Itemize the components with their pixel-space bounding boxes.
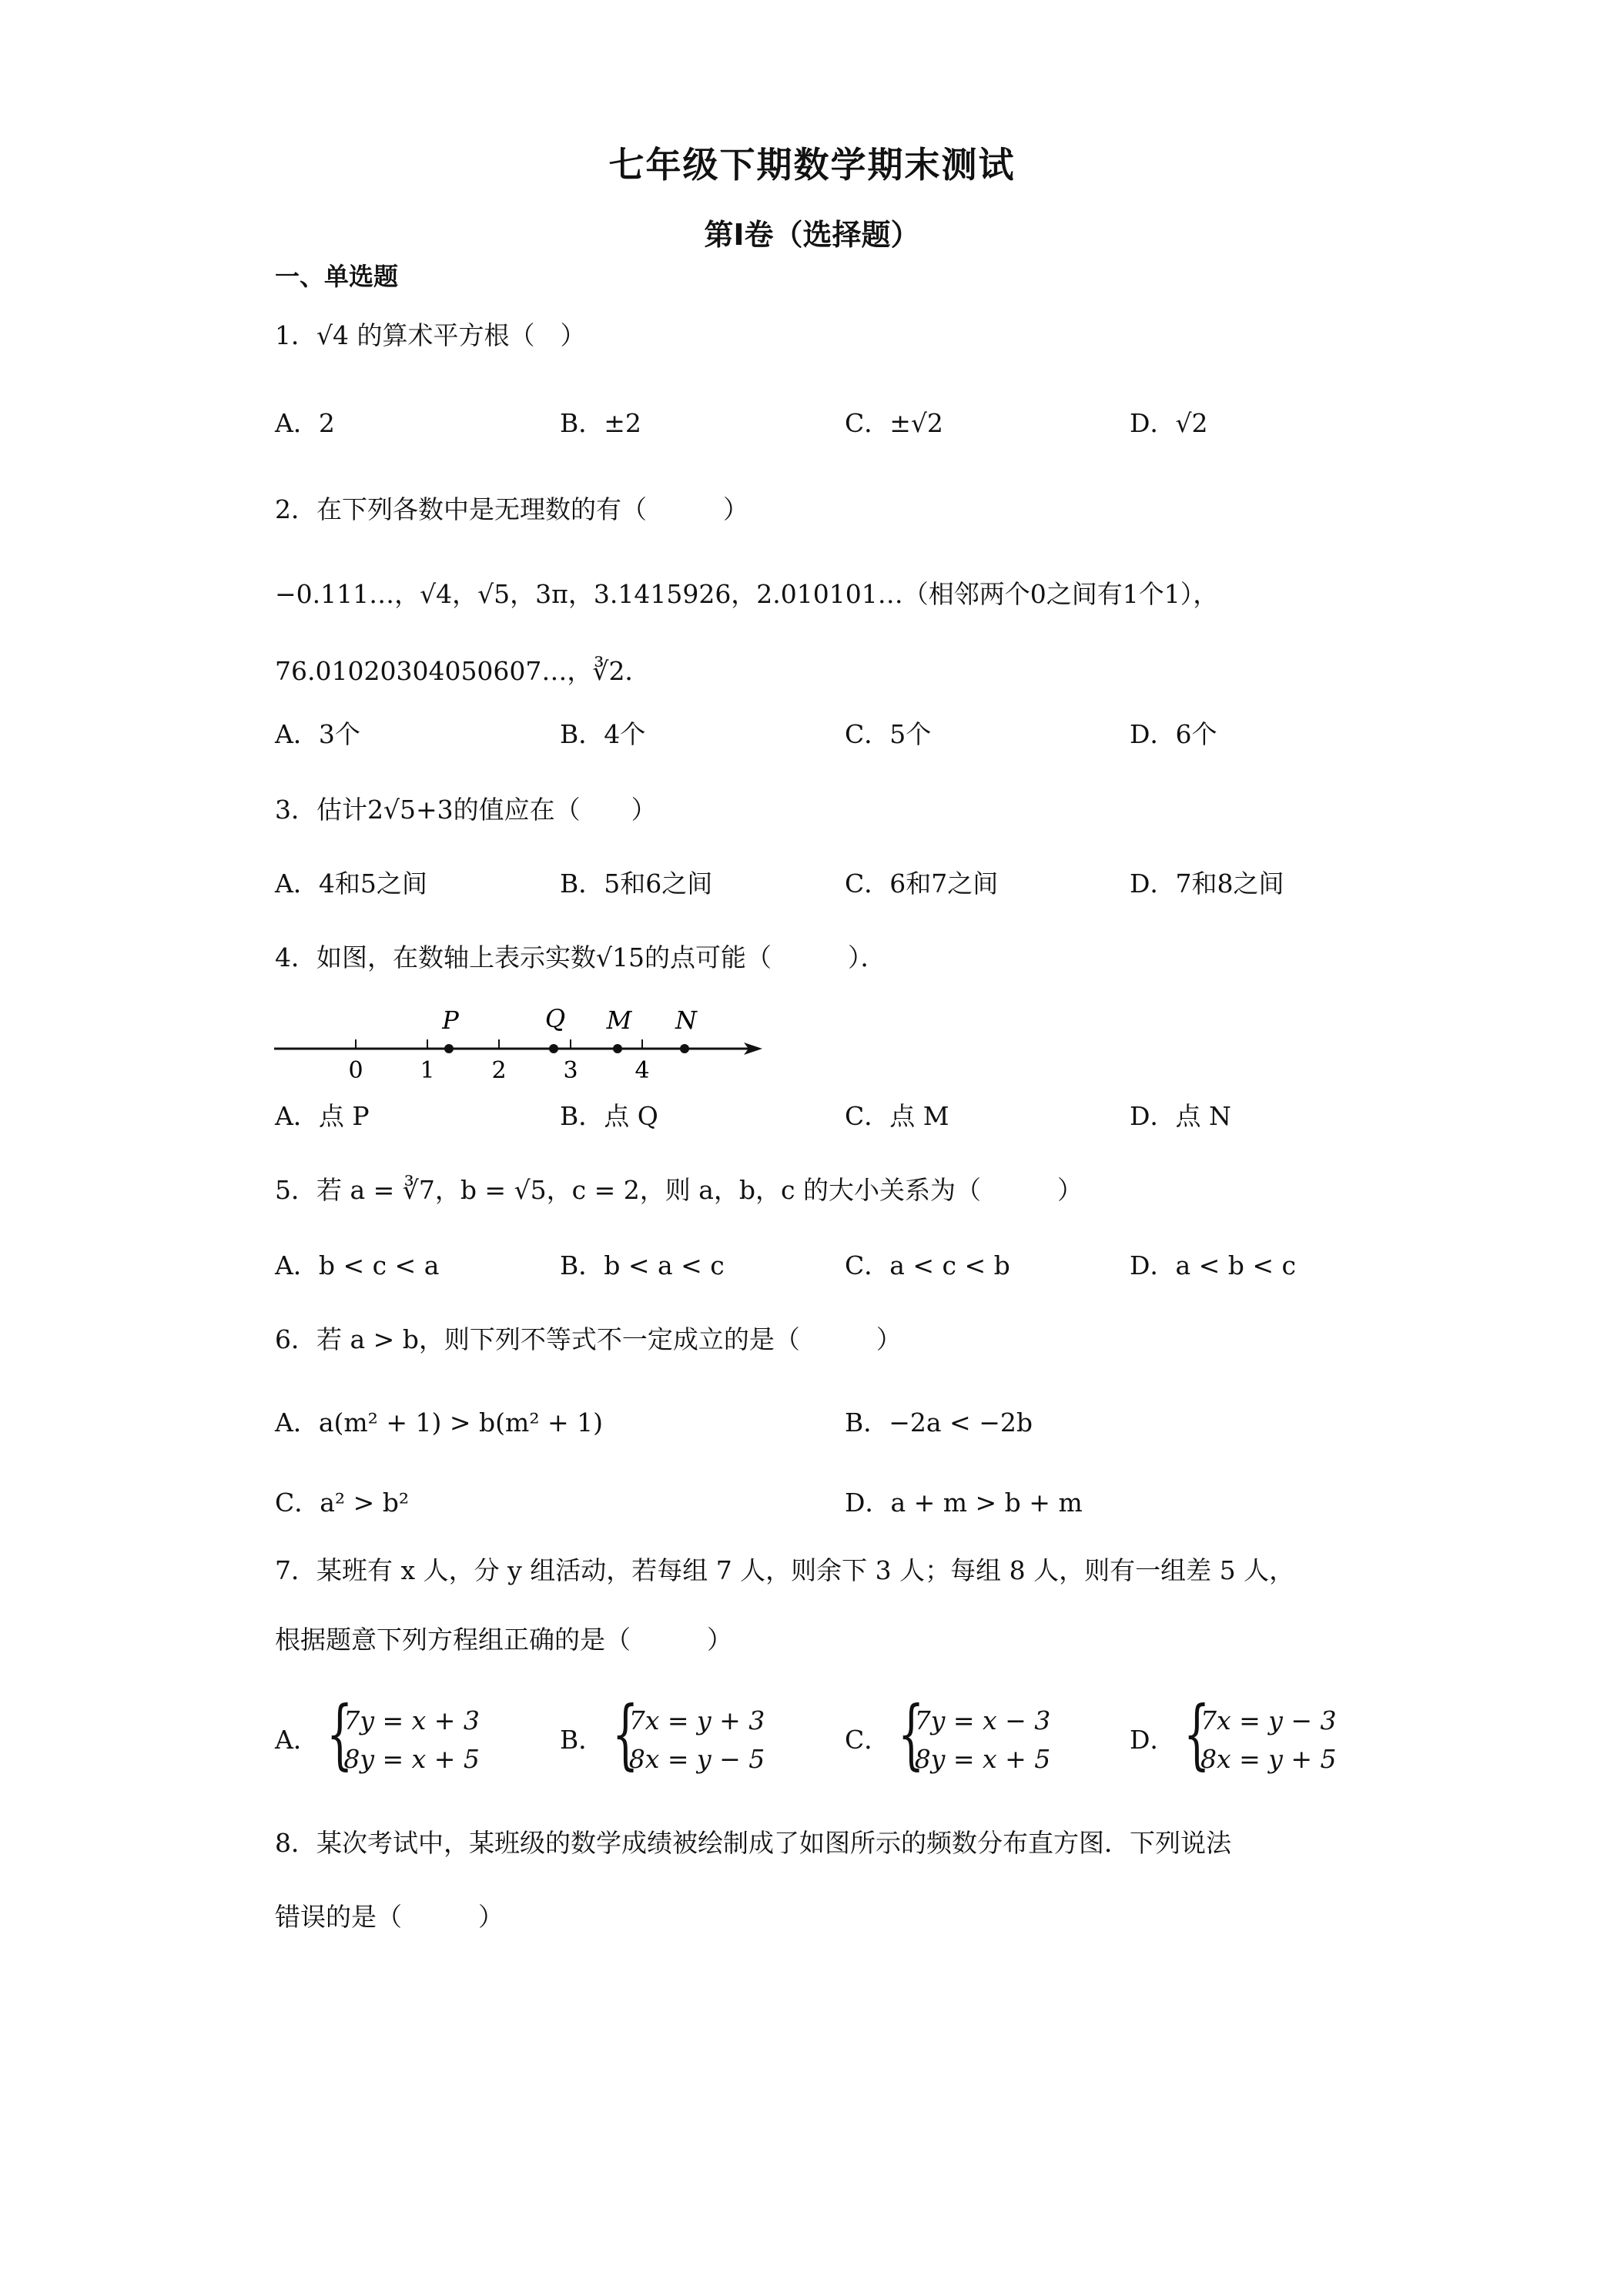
point-n-dot [680, 1044, 689, 1053]
point-q-dot [549, 1044, 558, 1053]
equation-system-a: { 7y = x + 3 8y = x + 5 [326, 1691, 480, 1779]
page-title: 七年级下期数学期末测试 [608, 144, 1016, 186]
equation-system-b: { 7x = y + 3 8x = y − 5 [611, 1691, 765, 1779]
question-3-option-c: C．6和7之间 [845, 869, 999, 899]
point-n-label: N [675, 1006, 697, 1035]
option-b-label: B． [560, 1725, 604, 1755]
question-8-stem-line-2: 错误的是（ ） [275, 1902, 504, 1932]
tick-label-3: 3 [563, 1057, 578, 1084]
equation-system-c: { 7y = x − 3 8y = x + 5 [897, 1691, 1051, 1779]
question-5-option-a: A．b < c < a [275, 1250, 440, 1280]
point-q-label: Q [544, 1004, 566, 1033]
tick-label-4: 4 [635, 1057, 650, 1084]
equation-c-2: 8y = x + 5 [914, 1744, 1051, 1774]
question-6-option-d: D．a + m > b + m [845, 1488, 1083, 1518]
question-2-option-d: D．6个 [1130, 719, 1217, 749]
tick-label-2: 2 [491, 1057, 507, 1084]
question-1-option-d: D．√2 [1130, 408, 1208, 438]
option-d-label: D． [1130, 1725, 1176, 1755]
question-4-option-c: C．点 M [845, 1101, 949, 1131]
question-5-option-d: D．a < b < c [1130, 1250, 1296, 1280]
question-1-option-b: B．±2 [560, 408, 641, 438]
section-heading: 一、单选题 [275, 262, 399, 291]
question-5-option-c: C．a < c < b [845, 1250, 1010, 1280]
question-7-option-b [560, 1691, 765, 1779]
equation-d-2: 8x = y + 5 [1200, 1744, 1337, 1774]
number-line-ticks [356, 1039, 642, 1049]
equation-a-2: 8y = x + 5 [343, 1744, 480, 1774]
equation-a-1: 7y = x + 3 [343, 1705, 480, 1735]
tick-label-1: 1 [420, 1057, 435, 1084]
question-4-option-a: A．点 P [275, 1101, 370, 1131]
equation-c-1: 7y = x − 3 [914, 1705, 1051, 1735]
option-a-label: A． [275, 1725, 319, 1755]
question-6-option-a: A．a(m² + 1) > b(m² + 1) [275, 1407, 604, 1438]
question-2-numbers-line-2: 76.01020304050607…，∛2． [275, 656, 651, 686]
tick-label-0: 0 [348, 1057, 363, 1084]
question-2-numbers-line-1: −0.111…，√4，√5，3π，3.1415926，2.010101…（相邻两个0之间有1个1）， [275, 579, 1219, 609]
question-2-option-a: A．3个 [275, 719, 360, 749]
question-6-option-c: C．a² > b² [275, 1488, 410, 1518]
option-c-label: C． [845, 1725, 890, 1755]
question-4-stem: 4．如图，在数轴上表示实数√15的点可能（ ）． [275, 942, 886, 972]
question-7-stem-line-1: 7．某班有 x 人，分 y 组活动，若每组 7 人，则余下 3 人；每组 8 人，则有一组差 5 人， [275, 1555, 1295, 1585]
equation-system-d: { 7x = y − 3 8x = y + 5 [1183, 1691, 1337, 1779]
point-m-label: M [606, 1006, 632, 1035]
question-2-option-c: C．5个 [845, 719, 932, 749]
question-5-option-b: B．b < a < c [560, 1250, 725, 1280]
point-p-dot [444, 1044, 454, 1053]
equation-d-1: 7x = y − 3 [1200, 1705, 1337, 1735]
number-line-figure [270, 1001, 778, 1093]
question-7-option-a [275, 1691, 480, 1779]
page-subtitle: 第Ⅰ卷（选择题） [704, 218, 920, 252]
equation-b-2: 8x = y − 5 [628, 1744, 765, 1774]
question-3-stem: 3．估计2√5+3的值应在（ ） [275, 795, 657, 825]
question-6-stem: 6．若 a > b，则下列不等式不一定成立的是（ ） [275, 1324, 902, 1354]
question-4-option-d: D．点 N [1130, 1101, 1231, 1131]
question-7-option-c [845, 1691, 1051, 1779]
question-7-stem-line-2: 根据题意下列方程组正确的是（ ） [275, 1625, 732, 1655]
question-1-option-a: A．2 [275, 408, 335, 438]
question-2-option-b: B．4个 [560, 719, 646, 749]
question-1-stem: 1．√4 的算术平方根（ ） [275, 320, 586, 350]
question-6-option-b: B．−2a < −2b [845, 1407, 1033, 1438]
question-3-option-a: A．4和5之间 [275, 869, 427, 899]
question-7-option-d [1130, 1691, 1337, 1779]
question-4-option-b: B．点 Q [560, 1101, 658, 1131]
question-3-option-d: D．7和8之间 [1130, 869, 1284, 899]
question-2-stem: 2．在下列各数中是无理数的有（ ） [275, 494, 748, 524]
question-5-stem: 5．若 a = ∛7，b = √5，c = 2，则 a，b，c 的大小关系为（ ） [275, 1175, 1083, 1205]
equation-b-1: 7x = y + 3 [628, 1705, 765, 1735]
point-m-dot [613, 1044, 622, 1053]
question-1-option-c: C．±√2 [845, 408, 943, 438]
question-8-stem-line-1: 8．某次考试中，某班级的数学成绩被绘制成了如图所示的频数分布直方图．下列说法 [275, 1828, 1231, 1858]
question-3-option-b: B．5和6之间 [560, 869, 713, 899]
point-p-label: P [442, 1006, 459, 1035]
